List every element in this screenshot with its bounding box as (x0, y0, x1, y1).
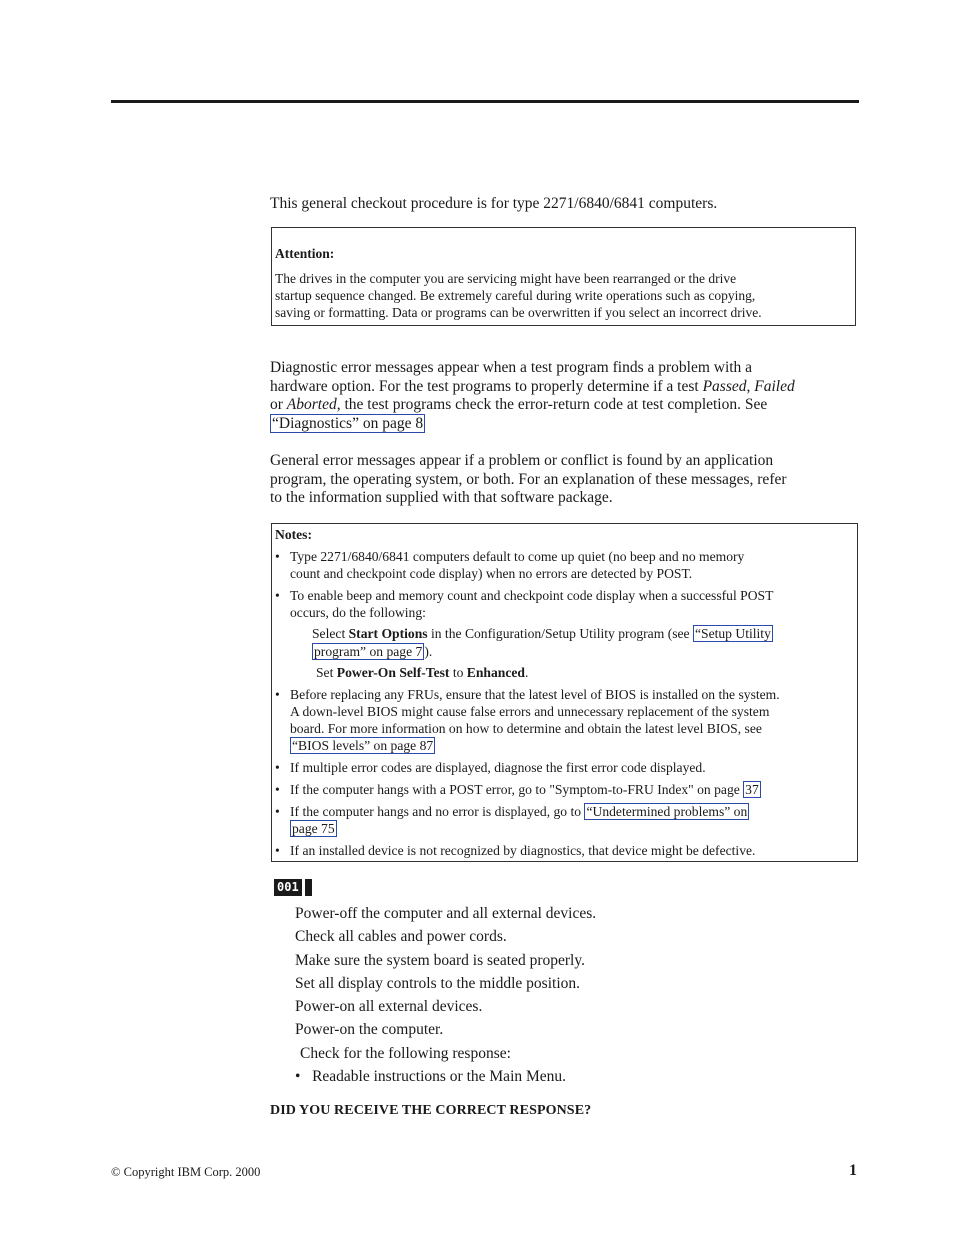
response-item (295, 1065, 596, 1088)
step-code-marker (274, 879, 312, 896)
enhanced-term: Enhanced (466, 665, 525, 680)
note-line: A down-level BIOS might cause false errors and unnecessary replacement of the system (290, 704, 770, 719)
text: hardware option. For the test programs to properly determine if a test (270, 377, 703, 395)
undetermined-problems-link[interactable]: “Undetermined problems” on (586, 804, 748, 819)
note-line: Before replacing any FRUs, ensure that the latest level of BIOS is installed on the system. (290, 687, 780, 702)
step-item: Power-on the computer. (295, 1021, 444, 1039)
text: Select (312, 626, 349, 641)
paragraph-line: General error messages appear if a problem or conflict is found by an application (270, 452, 774, 469)
step-item: Set all display controls to the middle position. (295, 974, 581, 992)
step-item: Make sure the system board is seated properly. (295, 951, 585, 969)
note-item (275, 548, 853, 582)
text: Set (316, 665, 337, 680)
note-item (275, 686, 853, 754)
notes-box (271, 523, 858, 862)
attention-heading: Attention: (275, 246, 335, 261)
aborted-term: Aborted (286, 396, 337, 414)
step-code: 001 (274, 879, 302, 896)
response-text: Readable instructions or the Main Menu. (312, 1068, 567, 1086)
text: , (746, 377, 755, 395)
paragraph-line: Diagnostic error messages appear when a test program finds a problem with a (270, 359, 753, 376)
step-item: Power-off the computer and all external devices. (295, 905, 597, 922)
text: to (449, 665, 467, 680)
note-item (275, 759, 853, 776)
undetermined-problems-link[interactable]: page 75 (292, 821, 335, 836)
bullet-icon: • (295, 1068, 301, 1086)
step-code-bar (305, 879, 312, 896)
paragraph-line (270, 378, 860, 397)
bullet-icon: • (275, 760, 280, 775)
note-item (275, 587, 853, 621)
text: ). (424, 644, 433, 659)
copyright-text: © Copyright IBM Corp. 2000 (111, 1165, 261, 1179)
post-term: Power-On Self-Test (336, 665, 450, 680)
attention-line: The drives in the computer you are servicing might have been rearranged or the drive (275, 271, 737, 286)
bullet-icon: • (275, 782, 280, 797)
substep-line (312, 625, 853, 642)
note-item (275, 842, 853, 859)
note-item (275, 781, 853, 798)
note-line (290, 820, 853, 837)
note-substep (275, 625, 853, 660)
page-number: 1 (849, 1162, 857, 1179)
text: If the computer hangs and no error is displayed, go to (290, 804, 585, 819)
attention-line: startup sequence changed. Be extremely careful during write operations such as copying, (275, 288, 756, 303)
diagnostics-link[interactable]: “Diagnostics” on page 8 (272, 414, 424, 432)
step-item: Check all cables and power cords. (295, 928, 507, 946)
bullet-icon: • (275, 687, 280, 702)
note-line (290, 803, 853, 820)
bullet-icon: • (275, 843, 280, 858)
text: , the test programs check the error-return code at test completion. See (336, 396, 768, 414)
note-line: board. For more information on how to determine and obtain the latest level BIOS, see (290, 721, 762, 736)
text: or (270, 396, 287, 414)
note-line: occurs, do the following: (290, 605, 426, 620)
paragraph-line (270, 415, 860, 434)
header-rule (111, 100, 859, 103)
text: in the Configuration/Setup Utility program (see (427, 626, 693, 641)
diagnostic-paragraph (270, 359, 860, 433)
procedure-steps (295, 902, 596, 1088)
note-line: Type 2271/6840/6841 computers default to come up quiet (no beep and no memory (290, 549, 745, 564)
note-line: To enable beep and memory count and checkpoint code display when a successful POST (290, 588, 774, 603)
text: If the computer hangs with a POST error, go to "Symptom-to-FRU Index" on page (290, 782, 744, 797)
step-item: Power-on all external devices. (295, 998, 483, 1016)
failed-term: Failed (754, 377, 795, 395)
passed-term: Passed (702, 377, 747, 395)
start-options-term: Start Options (348, 626, 428, 641)
question-heading: DID YOU RECEIVE THE CORRECT RESPONSE? (270, 1103, 592, 1118)
symptom-page-link[interactable]: 37 (745, 782, 759, 797)
general-paragraph (270, 452, 860, 508)
note-substep (275, 664, 853, 681)
text: . (524, 665, 529, 680)
attention-box (271, 227, 856, 326)
notes-heading: Notes: (275, 527, 312, 542)
note-line: If multiple error codes are displayed, diagnose the first error code displayed. (290, 760, 706, 775)
bullet-icon: • (275, 588, 280, 603)
setup-utility-link[interactable]: “Setup Utility (694, 626, 771, 641)
attention-line: saving or formatting. Data or programs can be overwritten if you select an incorrect drive. (275, 305, 762, 320)
bullet-icon: • (275, 549, 280, 564)
note-item (275, 803, 853, 837)
bullet-icon: • (275, 804, 280, 819)
note-line (290, 781, 853, 798)
intro-text: This general checkout procedure is for type 2271/6840/6841 computers. (270, 195, 718, 212)
paragraph-line (270, 396, 860, 415)
note-line (290, 737, 853, 754)
paragraph-line: program, the operating system, or both. For an explanation of these messages, refer (270, 470, 787, 488)
paragraph-line: to the information supplied with that software package. (270, 489, 613, 507)
note-line: If an installed device is not recognized by diagnostics, that device might be defective. (290, 843, 756, 858)
setup-utility-link[interactable]: program” on page 7 (314, 644, 423, 659)
step-item: Check for the following response: (300, 1044, 511, 1062)
bios-levels-link[interactable]: “BIOS levels” on page 87 (292, 738, 434, 753)
note-line: count and checkpoint code display) when no errors are detected by POST. (290, 566, 693, 581)
substep-line (312, 643, 853, 660)
